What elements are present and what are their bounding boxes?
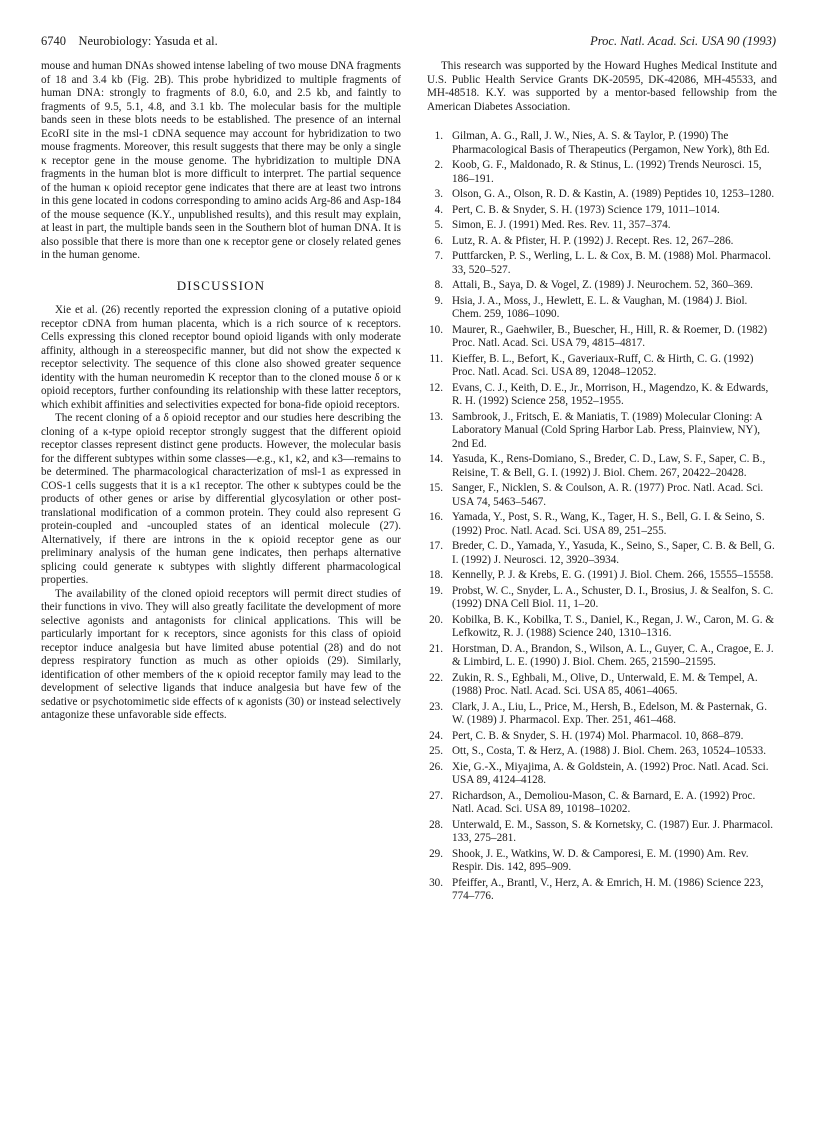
reference-text: Sambrook, J., Fritsch, E. & Maniatis, T. (1989) Molecular Cloning: A Laboratory Manual (Cold Spring Harbor Lab. Press, Plainview, NY), 2nd Ed. (452, 410, 762, 450)
reference-text: Pert, C. B. & Snyder, S. H. (1974) Mol. Pharmacol. 10, 868–879. (452, 729, 744, 742)
reference-item (427, 877, 777, 904)
reference-item (427, 701, 777, 728)
reference-item (427, 790, 777, 817)
reference-number: 26. (429, 760, 443, 773)
right-column (427, 60, 777, 906)
reference-number: 16. (429, 511, 443, 523)
reference-number: 10. (429, 323, 443, 336)
discussion-paragraph-1: Xie et al. (26) recently reported the expression cloning of a putative opioid receptor cDNA from human placenta, which is a rich source of κ receptors. Cells expressing this cloned receptor bound opioid ligands with only moderate affinity, although in a stereospecific manner, but did not show the expected κ receptor selectivity. The sequence of this clone also showed greater sequence identity with the human neuromedin K receptor than to the cloned mouse δ or κ opioid receptors, further confounding its relationship with these latter receptors, which exhibit affinities and selectivities expected for bona-fide opioid receptors. (41, 304, 401, 411)
reference-list (427, 130, 777, 904)
reference-item (427, 159, 777, 186)
running-header-left: 6740 Neurobiology: Yasuda et al. (41, 34, 218, 48)
reference-item (427, 204, 777, 218)
reference-text: Probst, W. C., Snyder, L. A., Schuster, D. I., Brosius, J. & Sealfon, S. C. (1992) DNA Cell Biol. 11, 1–20. (452, 584, 774, 610)
reference-text: Puttfarcken, P. S., Werling, L. L. & Cox, B. M. (1988) Mol. Pharmacol. 33, 520–527. (452, 250, 771, 276)
reference-item (427, 745, 777, 759)
reference-item (427, 848, 777, 875)
reference-number: 30. (429, 876, 443, 889)
reference-number: 28. (429, 818, 443, 831)
reference-number: 17. (429, 540, 443, 552)
reference-number: 1. (434, 130, 443, 142)
reference-text: Shook, J. E., Watkins, W. D. & Camporesi, E. M. (1990) Am. Rev. Respir. Dis. 142, 895–909. (452, 847, 749, 873)
reference-item (427, 511, 777, 538)
reference-item (427, 353, 777, 380)
reference-number: 20. (429, 613, 443, 626)
reference-text: Evans, C. J., Keith, D. E., Jr., Morrison, H., Magendzo, K. & Edwards, R. H. (1992) Science 258, 1952–1955. (452, 381, 769, 407)
reference-text: Kennelly, P. J. & Krebs, E. G. (1991) J. Biol. Chem. 266, 15555–15558. (452, 569, 774, 581)
reference-item (427, 324, 777, 351)
reference-number: 3. (434, 188, 443, 200)
reference-text: Clark, J. A., Liu, L., Price, M., Hersh, B., Edelson, M. & Pasternak, G. W. (1989) J. Pharmacol. Exp. Ther. 251, 461–468. (452, 700, 767, 726)
reference-item (427, 614, 777, 641)
reference-item (427, 643, 777, 670)
reference-text: Sanger, F., Nicklen, S. & Coulson, A. R. (1977) Proc. Natl. Acad. Sci. USA 74, 5463–5467. (452, 482, 764, 508)
reference-text: Olson, G. A., Olson, R. D. & Kastin, A. (1989) Peptides 10, 1253–1280. (452, 188, 775, 200)
reference-text: Gilman, A. G., Rall, J. W., Nies, A. S. & Taylor, P. (1990) The Pharmacological Basis of Therapeutics (Pergamon, New York), 8th Ed. (452, 130, 770, 156)
reference-item (427, 819, 777, 846)
reference-number: 2. (434, 159, 443, 171)
reference-text: Maurer, R., Gaehwiler, B., Buescher, H., Hill, R. & Roemer, D. (1982) Proc. Natl. Acad. Sci. USA 79, 4815–4817. (452, 323, 768, 349)
reference-number: 27. (429, 789, 443, 802)
reference-number: 18. (429, 569, 443, 581)
reference-number: 24. (429, 729, 443, 742)
reference-number: 29. (429, 847, 443, 860)
reference-number: 19. (429, 584, 443, 597)
reference-text: Richardson, A., Demoliou-Mason, C. & Barnard, E. A. (1992) Proc. Natl. Acad. Sci. USA 89, 10198–10202. (452, 789, 756, 815)
acknowledgment: This research was supported by the Howard Hughes Medical Institute and U.S. Public Health Service Grants DK-20595, DK-42086, MH-45533, and MH-48518. K.Y. was supported by a mentor-based fellowship from the American Diabetes Association. (427, 60, 777, 113)
results-paragraph: mouse and human DNAs showed intense labeling of two mouse DNA fragments of 18 and 3.4 kb (Fig. 2B). This probe hybridized to multiple fragments of human DNA: strongly to fragments of 8.0, 6.0, and 2.5 kb, and faintly to fragments of 9.5, 5.1, 4.8, and 3.1 kb. The molecular basis for the multiple bands seen in these blots needs to be established. The presence of an internal EcoRI site in the msl-1 cDNA sequence may account for hybridization to two mouse fragments. Moreover, this result suggests that there may be only a single κ receptor gene in the mouse genome. The hybridization to multiple DNA fragments in the human blot is more difficult to interpret. The partial sequence of the human κ opioid receptor gene indicates that there are at least two introns in this gene located in codons corresponding to amino acids Arg-86 and Asp-184 of the mouse sequence (K.Y., unpublished results), and this result may explain, at least in part, the multiple bands seen in the Southern blot of human DNA. It is also possible that there is more than one κ receptor gene or closely related genes in the human genome. (41, 60, 401, 261)
reference-text: Xie, G.-X., Miyajima, A. & Goldstein, A. (1992) Proc. Natl. Acad. Sci. USA 89, 4124–4128. (452, 760, 769, 786)
reference-item (427, 730, 777, 744)
reference-text: Unterwald, E. M., Sasson, S. & Kornetsky, C. (1987) Eur. J. Pharmacol. 133, 275–281. (452, 818, 774, 844)
reference-item (427, 250, 777, 277)
reference-number: 25. (429, 745, 443, 757)
left-column (41, 60, 401, 723)
reference-item (427, 382, 777, 409)
running-header-journal: Proc. Natl. Acad. Sci. USA 90 (1993) (590, 34, 776, 48)
discussion-paragraph-2: The recent cloning of a δ opioid receptor and our studies here describing the cloning of a κ-type opioid receptor strongly suggest that the different opioid receptor classes represent distinct gene products. However, the molecular basis for the different subtypes within some classes—e.g., κ1, κ2, and κ3—remains to be determined. The pharmacological characterization of msl-1 as expressed in COS-1 cells suggests that it is a κ1 receptor. The other κ subtypes could be the products of other genes or arise by differential glycosylation or other post-translational modification of a common protein. They could also represent G protein-coupled and -uncoupled states of an identical molecule (27). Alternatively, if there are introns in the κ opioid receptor gene as our preliminary analysis of the human gene indicates, then perhaps alternative splicing could generate κ subtypes with slightly different pharmacological properties. (41, 412, 401, 586)
reference-text: Pfeiffer, A., Brantl, V., Herz, A. & Emrich, H. M. (1986) Science 223, 774–776. (452, 876, 764, 902)
reference-text: Zukin, R. S., Eghbali, M., Olive, D., Unterwald, E. M. & Tempel, A. (1988) Proc. Natl. Acad. Sci. USA 85, 4061–4065. (452, 671, 758, 697)
reference-text: Koob, G. F., Maldonado, R. & Stinus, L. (1992) Trends Neurosci. 15, 186–191. (452, 159, 762, 185)
reference-text: Simon, E. J. (1991) Med. Res. Rev. 11, 357–374. (452, 219, 671, 231)
reference-number: 11. (429, 352, 443, 365)
reference-item (427, 540, 777, 567)
reference-text: Kieffer, B. L., Befort, K., Gaveriaux-Ruff, C. & Hirth, C. G. (1992) Proc. Natl. Acad. Sci. USA 89, 12048–12052. (452, 352, 754, 378)
reference-text: Hsia, J. A., Moss, J., Hewlett, E. L. & Vaughan, M. (1984) J. Biol. Chem. 259, 1086–1090. (452, 294, 748, 320)
reference-item (427, 219, 777, 233)
reference-item (427, 482, 777, 509)
reference-text: Ott, S., Costa, T. & Herz, A. (1988) J. Biol. Chem. 263, 10524–10533. (452, 745, 766, 757)
reference-number: 21. (429, 642, 443, 655)
reference-text: Horstman, D. A., Brandon, S., Wilson, A. L., Guyer, C. A., Cragoe, E. J. & Limbird, L. E. (1990) J. Biol. Chem. 265, 21590–21595. (452, 642, 774, 668)
reference-item (427, 585, 777, 612)
reference-number: 22. (429, 671, 443, 684)
reference-item (427, 411, 777, 452)
reference-number: 13. (429, 410, 443, 423)
reference-number: 6. (434, 234, 443, 247)
reference-item (427, 279, 777, 293)
reference-number: 8. (434, 279, 443, 291)
reference-number: 23. (429, 700, 443, 713)
reference-item (427, 188, 777, 202)
reference-number: 12. (429, 381, 443, 394)
reference-text: Yamada, Y., Post, S. R., Wang, K., Tager, H. S., Bell, G. I. & Seino, S. (1992) Proc. Natl. Acad. Sci. USA 89, 251–255. (452, 511, 765, 537)
reference-text: Attali, B., Saya, D. & Vogel, Z. (1989) J. Neurochem. 52, 360–369. (452, 279, 753, 291)
reference-text: Lutz, R. A. & Pfister, H. P. (1992) J. Recept. Res. 12, 267–286. (452, 234, 734, 247)
discussion-paragraph-3: The availability of the cloned opioid receptors will permit direct studies of their functions in vivo. They will also greatly facilitate the development of more selective agonists and antagonists for clinical applications. This will be particularly important for κ receptors, since agonists for this class of opioid receptor induce analgesia but have limited abuse potential (28) and do not depress respiratory function as much as other opioids (29). Similarly, identification of other members of the κ opioid receptor family may lead to the development of selective ligands that induce analgesia but have few of the sedative or psychotomimetic side effects of κ agonists (30) or instead selectively antagonize these unfavorable side effects. (41, 587, 401, 721)
reference-number: 14. (429, 453, 443, 465)
reference-item (427, 130, 777, 157)
reference-item (427, 672, 777, 699)
reference-text: Breder, C. D., Yamada, Y., Yasuda, K., Seino, S., Saper, C. B. & Bell, G. I. (1992) J. Neurosci. 12, 3920–3934. (452, 540, 775, 566)
reference-number: 9. (434, 294, 443, 307)
reference-number: 15. (429, 482, 443, 494)
reference-item (427, 569, 777, 583)
reference-text: Yasuda, K., Rens-Domiano, S., Breder, C. D., Law, S. F., Saper, C. B., Reisine, T. & Bell, G. I. (1992) J. Biol. Chem. 267, 20422–20428. (452, 453, 766, 479)
reference-number: 5. (434, 219, 443, 231)
reference-item (427, 235, 777, 249)
reference-item (427, 761, 777, 788)
reference-text: Pert, C. B. & Snyder, S. H. (1973) Science 179, 1011–1014. (452, 203, 720, 216)
reference-number: 4. (434, 203, 443, 216)
discussion-heading: DISCUSSION (176, 277, 266, 293)
reference-number: 7. (434, 250, 443, 262)
reference-item (427, 295, 777, 322)
reference-item (427, 453, 777, 480)
reference-text: Kobilka, B. K., Kobilka, T. S., Daniel, K., Regan, J. W., Caron, M. G. & Lefkowitz, R. J. (1988) Science 240, 1310–1316. (452, 613, 775, 639)
